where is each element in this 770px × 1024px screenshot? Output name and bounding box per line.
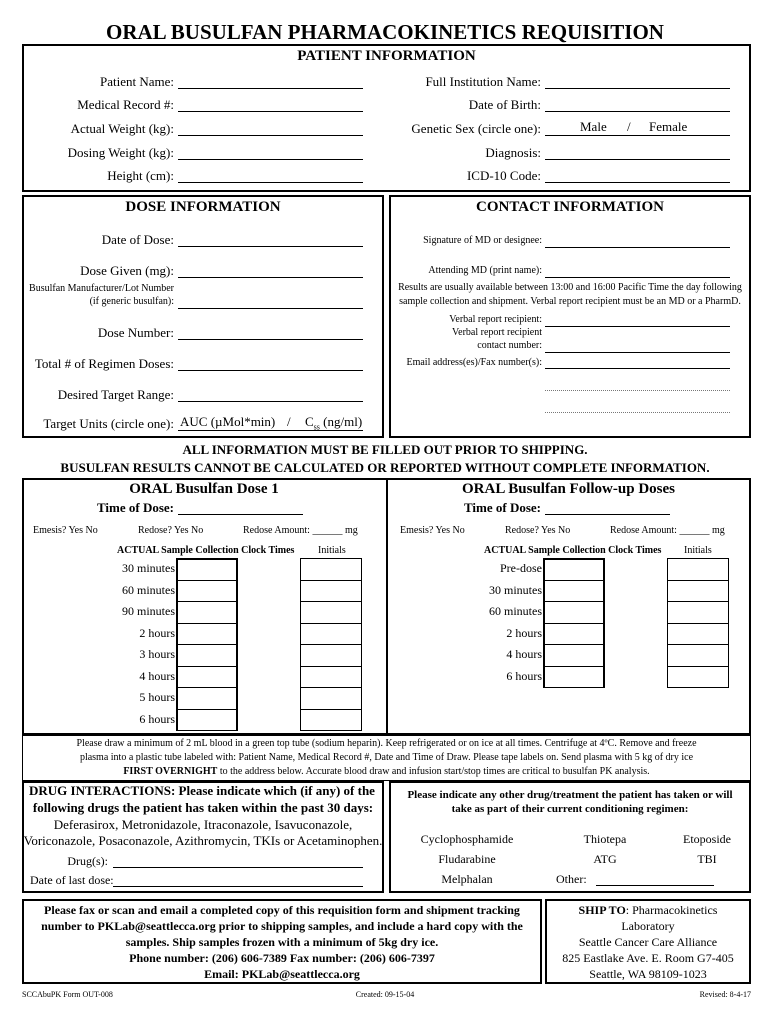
dose1-clock-time-cell[interactable] [176, 601, 238, 624]
css-units: (ng/ml) [319, 414, 363, 429]
actual-weight-field[interactable] [178, 135, 363, 136]
height-field[interactable] [178, 182, 363, 183]
sex-field [545, 135, 730, 136]
drug-line-4: Voriconazole, Posaconazole, Azithromycin, TKIs or Acetaminophen. [23, 833, 383, 848]
target-range-label: Desired Target Range: [57, 387, 174, 402]
dosing-weight-field[interactable] [178, 159, 363, 160]
signature-field[interactable] [545, 247, 730, 248]
fax-line-3: samples. Ship samples frozen with a minimum of 5kg dry ice. [125, 935, 439, 949]
followup-initials-cell[interactable] [667, 580, 729, 603]
dose1-time-label: 60 minutes [122, 582, 175, 597]
dose1-initials-cell[interactable] [300, 601, 362, 624]
dose1-initials-cell[interactable] [300, 558, 362, 581]
patient-info-header: PATIENT INFORMATION [297, 48, 476, 64]
dose1-redose[interactable]: Redose? Yes No [138, 525, 204, 536]
dose1-time-label: 30 minutes [122, 561, 175, 575]
followup-time-field[interactable] [545, 514, 670, 515]
manufacturer-label-1: Busulfan Manufacturer/Lot Number [29, 283, 174, 294]
cond-tbi[interactable]: TBI [697, 852, 717, 866]
ship-to-line-2: Laboratory [621, 919, 675, 933]
followup-clock-time-cell[interactable] [543, 558, 605, 581]
fax-line-1: Please fax or scan and email a completed copy of this requisition form and shipment tracking [44, 903, 520, 917]
verbal-contact-label-1: Verbal report recipient [452, 327, 542, 338]
drug-line-2: following drugs the patient has taken within the past 30 days: [32, 800, 374, 815]
css-option[interactable] [305, 414, 362, 432]
verbal-contact-field[interactable] [545, 352, 730, 353]
conditioning-line-2: take as part of their current conditioning regimen: [451, 803, 689, 815]
sex-slash: / [627, 119, 631, 134]
target-units-line [178, 430, 363, 431]
diagnosis-label: Diagnosis: [485, 145, 541, 160]
dose1-initials-cell[interactable] [300, 644, 362, 667]
dose1-time-label: Time of Dose: [96, 500, 174, 515]
cond-atg[interactable]: ATG [593, 852, 617, 866]
actual-weight-label: Actual Weight (kg): [70, 121, 174, 136]
cond-other-label: Other: [556, 872, 587, 886]
dose1-initials-cell[interactable] [300, 666, 362, 689]
dose1-clock-time-cell[interactable] [176, 580, 238, 603]
followup-actual-header: ACTUAL Sample Collection Clock Times [484, 545, 662, 556]
dose1-time-label: 2 hours [139, 625, 175, 640]
followup-clock-time-cell[interactable] [543, 644, 605, 667]
ship-to-line-4: 825 Eastlake Ave. E. Room G7-405 [562, 951, 734, 965]
mrn-field[interactable] [178, 111, 363, 112]
cond-cyclophosphamide[interactable]: Cyclophosphamide [420, 832, 514, 846]
contact-info-header: CONTACT INFORMATION [476, 199, 664, 215]
dose1-clock-time-cell[interactable] [176, 558, 238, 581]
diagnosis-field[interactable] [545, 159, 730, 160]
drug-header-rest: Please indicate which (if any) of the [175, 783, 375, 798]
followup-time-label: Pre-dose [500, 561, 542, 575]
dose1-initials-cell[interactable] [300, 709, 362, 732]
dose1-time-label: 4 hours [139, 668, 175, 683]
followup-initials-header: Initials [684, 545, 712, 556]
warning-line-2: BUSULFAN RESULTS CANNOT BE CALCULATED OR REPORTED WITHOUT COMPLETE INFORMATION. [60, 460, 710, 475]
ship-to-line-1 [545, 903, 751, 918]
warning-line-1: ALL INFORMATION MUST BE FILLED OUT PRIOR TO SHIPPING. [182, 442, 588, 457]
dose1-actual-header: ACTUAL Sample Collection Clock Times [117, 545, 295, 556]
mrn-label: Medical Record #: [77, 97, 174, 112]
results-text-2: sample collection and shipment. Verbal report recipient must be an MD or a PharmD. [399, 296, 741, 307]
followup-time-label: 30 minutes [489, 582, 542, 597]
dose1-time-label: 5 hours [139, 690, 175, 704]
total-doses-label: Total # of Regimen Doses: [34, 356, 174, 371]
patient-name-field[interactable] [178, 88, 363, 89]
followup-header: ORAL Busulfan Follow-up Doses [462, 481, 675, 497]
dose-number-field[interactable] [178, 339, 363, 340]
drugs-label: Drug(s): [67, 854, 108, 868]
dose1-clock-time-cell[interactable] [176, 666, 238, 689]
cond-thiotepa[interactable]: Thiotepa [583, 832, 627, 846]
dob-field[interactable] [545, 111, 730, 112]
followup-clock-time-cell[interactable] [543, 580, 605, 603]
manufacturer-label-2: (if generic busulfan): [89, 296, 174, 307]
sex-male-option[interactable]: Male [580, 119, 607, 134]
institution-label: Full Institution Name: [425, 74, 541, 89]
email-field-2[interactable] [545, 390, 730, 391]
dose1-clock-time-cell[interactable] [176, 687, 238, 710]
target-units-label: Target Units (circle one): [43, 416, 174, 431]
institution-field[interactable] [545, 88, 730, 89]
instructions-line-1: Please draw a minimum of 2 mL blood in a green top tube (sodium heparin). Keep refrigerated or on ice at all times. Centrifuge at 4ºC. Remove and freeze [76, 738, 697, 749]
dose1-time-field[interactable] [178, 514, 303, 515]
manufacturer-field[interactable] [178, 308, 363, 309]
followup-clock-time-cell[interactable] [543, 601, 605, 624]
followup-time-label: 4 hours [506, 647, 542, 661]
dose1-initials-cell[interactable] [300, 623, 362, 646]
followup-time-label: 2 hours [506, 625, 542, 640]
sex-label: Genetic Sex (circle one): [411, 121, 541, 136]
followup-initials-cell[interactable] [667, 623, 729, 646]
instructions-line-3 [22, 766, 751, 777]
followup-initials-cell[interactable] [667, 601, 729, 624]
followup-redose[interactable]: Redose? Yes No [505, 525, 571, 536]
auc-option[interactable]: AUC (µMol*min) [180, 414, 276, 429]
dose1-emesis[interactable]: Emesis? Yes No [33, 525, 98, 536]
dose1-time-label: 3 hours [139, 647, 175, 661]
sex-female-option[interactable]: Female [649, 119, 688, 134]
dose1-time-label: 6 hours [139, 711, 175, 726]
dose1-initials-cell[interactable] [300, 687, 362, 710]
css-sub: ss [313, 422, 320, 432]
dose-info-header: DOSE INFORMATION [125, 199, 281, 215]
followup-clock-time-cell[interactable] [543, 666, 605, 689]
icd-label: ICD-10 Code: [466, 168, 541, 183]
conditioning-line-1: Please indicate any other drug/treatment the patient has taken or will [407, 789, 733, 801]
dosing-weight-label: Dosing Weight (kg): [67, 145, 174, 160]
email-field-1[interactable] [545, 368, 730, 369]
ship-to-label-rest: : Pharmacokinetics [625, 903, 718, 917]
dose1-initials-header: Initials [318, 545, 346, 556]
instructions-line-3-rest: to the address below. Accurate blood draw and infusion start/stop times are critical to busulfan PK analysis. [217, 766, 650, 777]
followup-emesis[interactable]: Emesis? Yes No [400, 525, 465, 536]
last-dose-field[interactable] [113, 886, 363, 887]
drug-header-bold: DRUG INTERACTIONS: [29, 783, 176, 798]
units-slash: / [287, 414, 291, 429]
email-field-3[interactable] [545, 412, 730, 413]
cond-melphalan[interactable]: Melphalan [441, 872, 493, 886]
ship-to-label: SHIP TO [578, 903, 626, 917]
date-of-dose-label: Date of Dose: [101, 232, 174, 247]
fax-line-4: Phone number: (206) 606-7389 Fax number: (206) 606-7397 [129, 951, 435, 965]
total-doses-field[interactable] [178, 370, 363, 371]
followup-initials-cell[interactable] [667, 666, 729, 689]
fax-line-5: Email: PKLab@seattlecca.org [204, 967, 360, 981]
icd-field[interactable] [545, 182, 730, 183]
dose1-clock-time-cell[interactable] [176, 644, 238, 667]
last-dose-label: Date of last dose: [30, 873, 114, 887]
date-of-dose-field[interactable] [178, 246, 363, 247]
dose-given-field[interactable] [178, 277, 363, 278]
followup-clock-time-cell[interactable] [543, 623, 605, 646]
instructions-line-2: plasma into a plastic tube labeled with: Patient Name, Medical Record #, Date and Time of Draw. Please tape labels on. Send plasma with 5 kg of dry ice [79, 752, 694, 763]
footer-created: Created: 09-15-04 [355, 990, 415, 999]
results-text-1: Results are usually available between 13:00 and 16:00 Pacific Time the day following [398, 282, 742, 293]
sample-divider [386, 478, 388, 735]
verbal-recipient-field[interactable] [545, 326, 730, 327]
drug-header [29, 783, 375, 799]
dose1-initials-cell[interactable] [300, 580, 362, 603]
first-overnight: FIRST OVERNIGHT [123, 766, 218, 777]
attending-field[interactable] [545, 277, 730, 278]
followup-redose-amount[interactable]: Redose Amount: ______ mg [610, 525, 725, 536]
email-label: Email address(es)/Fax number(s): [406, 357, 542, 368]
followup-initials-cell[interactable] [667, 558, 729, 581]
cond-fludarabine[interactable]: Fludarabine [438, 852, 496, 866]
cond-etoposide[interactable]: Etoposide [683, 832, 731, 846]
drug-line-3: Deferasirox, Metronidazole, Itraconazole, Isavuconazole, [53, 817, 353, 832]
dose1-time-label: 90 minutes [122, 604, 175, 618]
followup-time-label: Time of Dose: [463, 500, 541, 515]
dose1-clock-time-cell[interactable] [176, 709, 238, 732]
dose1-header: ORAL Busulfan Dose 1 [129, 481, 279, 497]
followup-time-label: 6 hours [506, 668, 542, 683]
height-label: Height (cm): [107, 168, 174, 183]
footer-revised: Revised: 8-4-17 [699, 990, 751, 999]
drugs-field[interactable] [113, 867, 363, 868]
followup-initials-cell[interactable] [667, 644, 729, 667]
cond-other-field[interactable] [596, 885, 714, 886]
fax-line-2: number to PKLab@seattlecca.org prior to shipping samples, and include a hard copy with the [41, 919, 523, 933]
ship-to-line-5: Seattle, WA 98109-1023 [589, 967, 707, 981]
signature-label: Signature of MD or designee: [423, 235, 542, 246]
verbal-recipient-label: Verbal report recipient: [449, 314, 542, 325]
attending-label: Attending MD (print name): [428, 265, 542, 276]
page-title: ORAL BUSULFAN PHARMACOKINETICS REQUISITION [106, 20, 664, 44]
dose-number-label: Dose Number: [97, 325, 174, 340]
dose-given-label: Dose Given (mg): [80, 263, 174, 278]
ship-to-line-3: Seattle Cancer Care Alliance [578, 935, 718, 949]
dose1-clock-time-cell[interactable] [176, 623, 238, 646]
dose1-redose-amount[interactable]: Redose Amount: ______ mg [243, 525, 358, 536]
verbal-contact-label-2: contact number: [477, 340, 542, 351]
patient-name-label: Patient Name: [99, 74, 174, 89]
target-range-field[interactable] [178, 401, 363, 402]
css-c: C [305, 414, 314, 429]
dob-label: Date of Birth: [468, 97, 541, 112]
footer-form-id: SCCAbuPK Form OUT-008 [22, 990, 113, 999]
followup-time-label: 60 minutes [489, 604, 542, 618]
